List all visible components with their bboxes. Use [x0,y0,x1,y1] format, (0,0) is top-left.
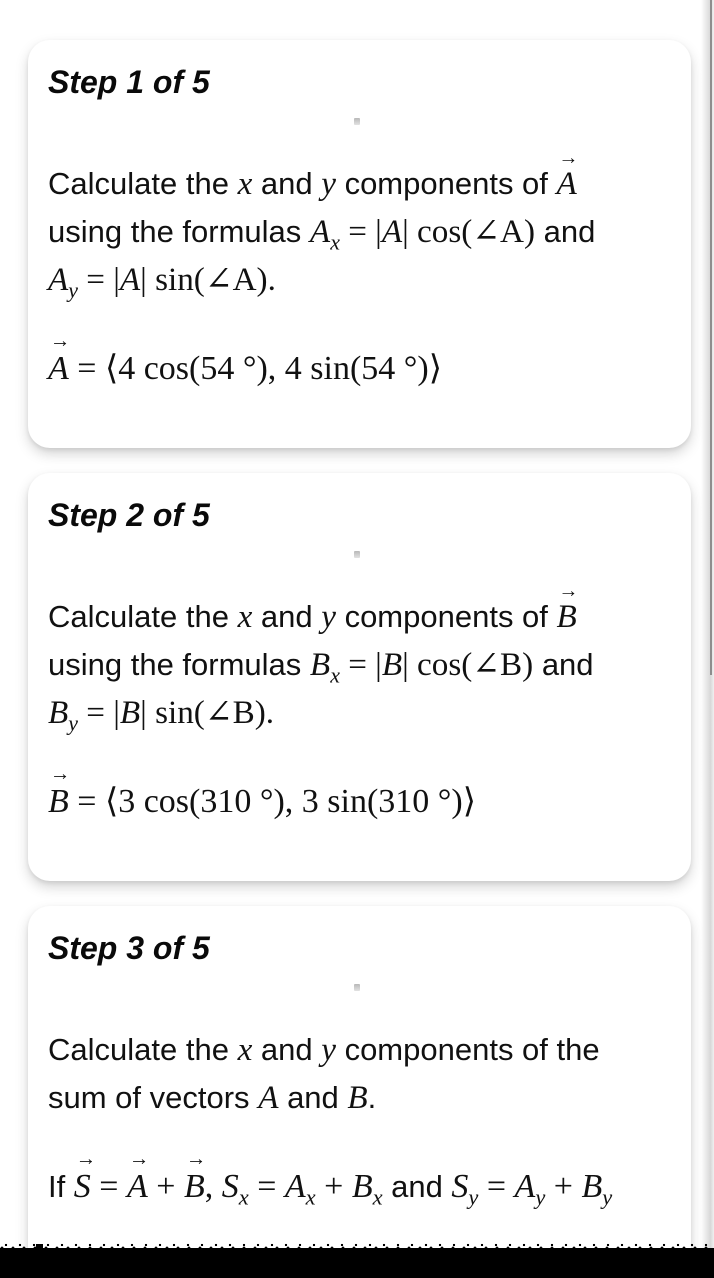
math-segment: + [315,1168,352,1205]
math-subscript: y [468,1184,479,1210]
bottom-black-bar [0,1252,714,1278]
math-segment: A [119,261,141,298]
description-line [48,1074,671,1122]
math-segment [309,213,340,255]
step-formula [48,762,671,829]
math-segment: y [321,165,336,202]
math-base: B [309,646,331,683]
math-segment: B [347,1079,368,1116]
math-segment: , [204,1168,222,1205]
math-segment: y [321,1031,336,1068]
step-title: Step 1 of 5 [48,64,210,100]
math-segment [183,1147,207,1214]
math-segment [451,1168,479,1210]
text-segment: components of the [335,1032,600,1067]
math-segment [351,1168,383,1210]
math-subscript: x [330,662,340,688]
math-segment [284,1168,316,1210]
text-segment: and [533,647,594,682]
vector-arrow-icon: → [185,1147,207,1170]
math-segment: A [381,213,403,250]
math-subscript: x [330,229,340,255]
math-segment: = [90,1168,127,1205]
vector-arrow-icon: → [558,147,579,170]
text-segment: Calculate the [48,1032,238,1067]
text-segment: and [382,1169,452,1204]
vector-arrow-icon: → [50,762,71,785]
math-subscript: y [602,1184,613,1210]
description-line [48,580,671,641]
text-segment: and [278,1080,348,1115]
math-segment: | cos(∠A) [402,213,536,250]
text-segment: and [252,599,322,634]
description-line [48,641,671,689]
math-subscript: x [305,1184,316,1210]
math-segment [556,580,579,641]
math-base: B [48,783,69,820]
text-segment: and [252,1032,322,1067]
math-base: S [451,1168,469,1205]
vector-arrow-icon: → [50,329,71,352]
math-segment [221,1168,249,1210]
math-subscript: x [238,1184,249,1210]
math-segment: y [321,598,336,635]
math-base: A [284,1168,306,1205]
math-segment [48,762,71,829]
math-segment [48,694,78,736]
page-edge-shadow [701,0,714,1278]
step-description [48,147,671,304]
math-subscript: y [68,710,78,736]
math-base: B [581,1168,603,1205]
math-segment: B [119,694,141,731]
text-segment: If [48,1169,74,1204]
description-line [48,1026,671,1074]
math-segment [48,329,71,396]
math-segment: = | [339,646,382,683]
text-segment: Calculate the [48,166,238,201]
math-segment [309,646,340,688]
vector-arrow-icon: → [558,580,579,603]
math-subscript: y [68,277,78,303]
math-base: B [183,1168,205,1205]
math-segment: A [258,1079,279,1116]
step-formula [48,1147,671,1214]
math-base: A [514,1168,536,1205]
step-formula [48,329,671,396]
math-segment: = | [77,261,120,298]
math-base: A [556,165,577,202]
text-segment: components of [335,166,557,201]
description-line [48,147,671,208]
math-segment [581,1168,613,1210]
math-segment: x [237,1031,253,1068]
math-segment [556,147,579,208]
description-line [48,208,671,256]
text-segment: sum of vectors [48,1080,259,1115]
text-segment: components of [335,599,557,634]
math-subscript: x [372,1184,383,1210]
math-segment: + [545,1168,582,1205]
description-line [48,689,671,737]
math-segment [126,1147,150,1214]
math-segment: | sin(∠B). [140,694,275,731]
text-segment: . [367,1080,377,1115]
math-base: A [48,350,69,387]
math-segment: = | [77,694,120,731]
step-description [48,1026,671,1122]
math-base: S [73,1168,91,1205]
step-card [28,906,691,1278]
text-segment: and [252,166,322,201]
vector-arrow-icon: → [75,1147,97,1170]
math-base: B [351,1168,373,1205]
text-segment: using the formulas [48,214,310,249]
math-base: A [309,213,331,250]
truncated-text-dot [36,1244,43,1251]
text-segment: Calculate the [48,599,238,634]
math-base: B [48,694,69,731]
math-segment [48,261,78,303]
math-segment: x [237,598,253,635]
math-segment: | cos(∠B) [402,646,534,683]
math-segment: + [147,1168,184,1205]
math-segment [73,1147,97,1214]
description-line [48,256,671,304]
step-title: Step 3 of 5 [48,930,210,966]
text-segment: and [535,214,596,249]
math-segment: = [248,1168,285,1205]
vector-arrow-icon: → [129,1147,150,1170]
math-segment [514,1168,546,1210]
math-segment: | sin(∠A). [140,261,276,298]
step-title: Step 2 of 5 [48,497,210,533]
text-segment: using the formulas [48,647,310,682]
step-description [48,580,671,737]
math-segment: = ⟨4 cos(54 °), 4 sin(54 °)⟩ [68,350,442,387]
step-card [28,40,691,448]
math-base: S [221,1168,239,1205]
math-segment: B [381,646,403,683]
math-segment: x [237,165,253,202]
artifact-dot [354,984,360,991]
math-base: A [48,261,69,298]
artifact-dot [354,551,360,558]
math-base: A [126,1168,148,1205]
math-segment: = | [339,213,382,250]
scrollbar-thumb[interactable] [710,0,712,675]
math-subscript: y [535,1184,546,1210]
math-segment: = [478,1168,515,1205]
math-base: B [556,598,577,635]
artifact-dot [354,118,360,125]
math-segment: = ⟨3 cos(310 °), 3 sin(310 °)⟩ [68,783,476,820]
step-card [28,473,691,881]
bottom-bar-noise-edge [0,1241,714,1252]
